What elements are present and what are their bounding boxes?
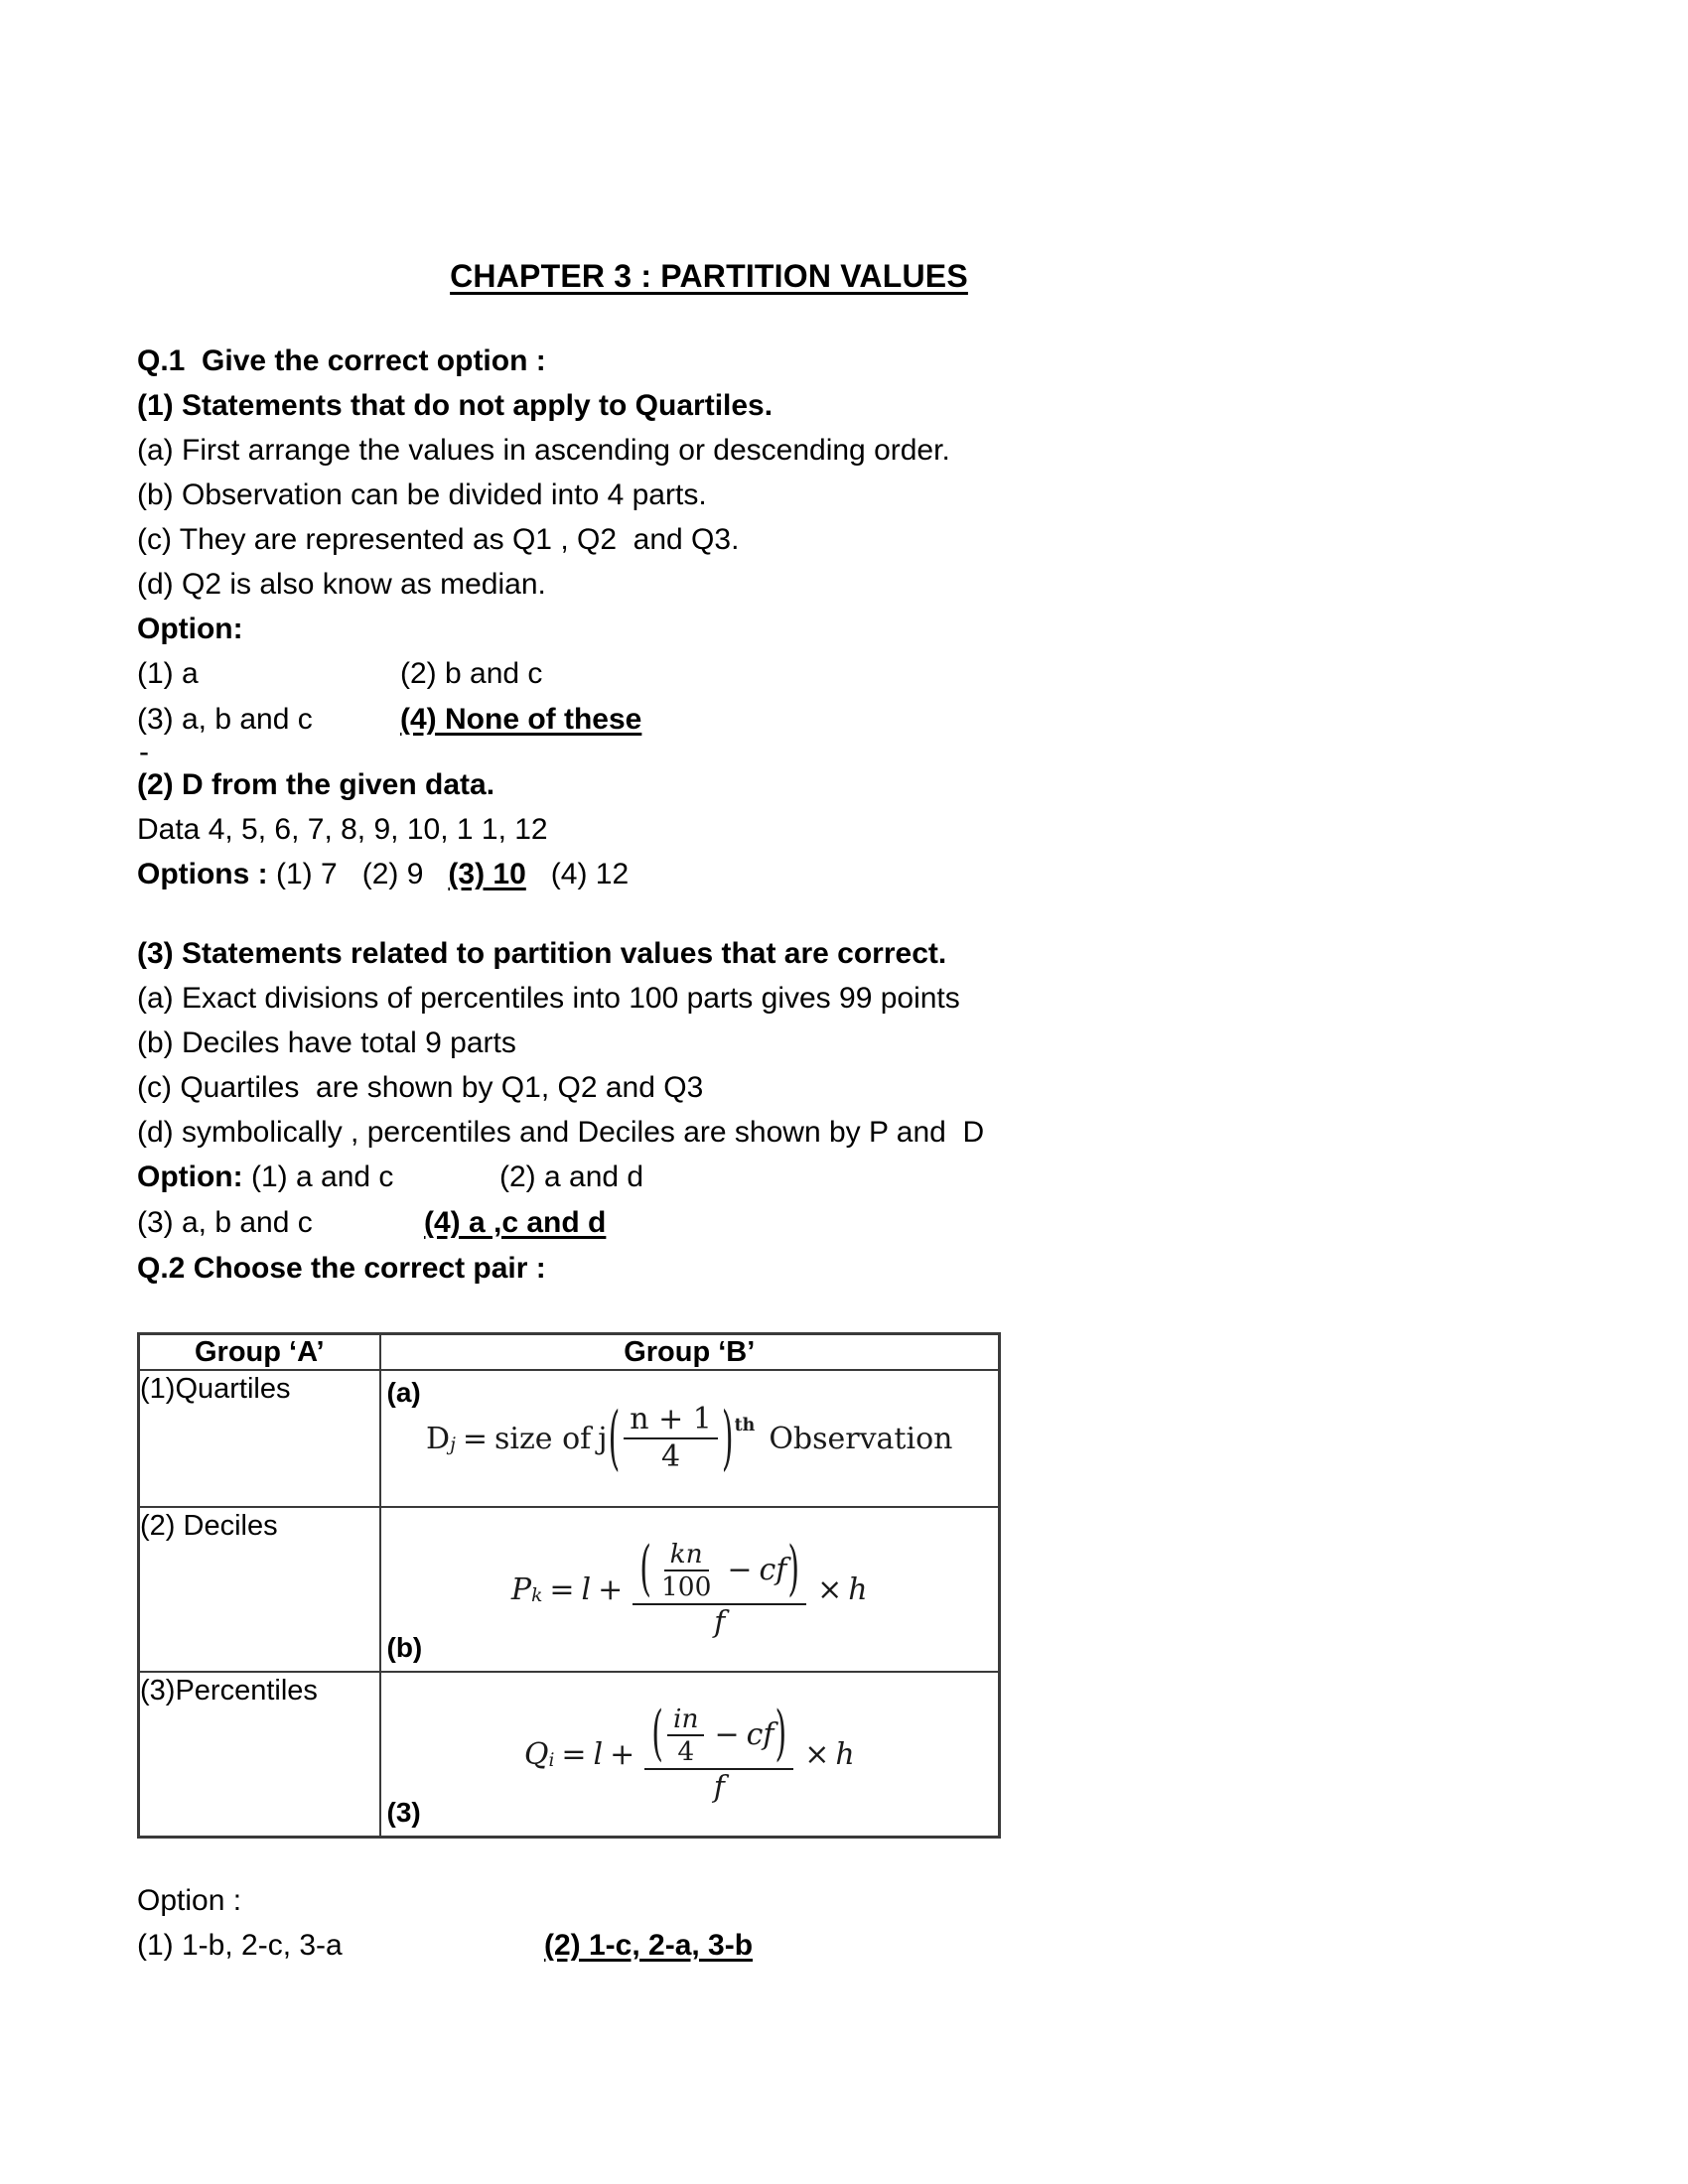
pair-matching-table xyxy=(137,1332,1001,1839)
document-body xyxy=(137,258,1259,1969)
table-row xyxy=(139,1507,1000,1672)
q1-item3-statement-b: (b) Deciles have total 9 parts xyxy=(137,1026,516,1059)
formula-p-inner-denominator: 100 xyxy=(660,1571,712,1603)
formula-d-eq: = xyxy=(462,1421,488,1456)
formula-q-i xyxy=(523,1700,855,1805)
table-cell-group-a-1: (1)Quartiles xyxy=(139,1370,380,1507)
formula-q-times: × xyxy=(804,1736,830,1772)
q1-item3-option-4-answer[interactable]: (4) a ,c and d xyxy=(424,1206,607,1239)
formula-p-lhs: P xyxy=(510,1571,532,1607)
formula-d-paren-open: ( xyxy=(608,1397,621,1480)
section-gap-1 xyxy=(137,897,1259,931)
formula-q-outer-fraction xyxy=(644,1700,793,1805)
q2-option-2-answer[interactable]: (2) 1-c, 2-a, 3-b xyxy=(544,1929,754,1962)
q2-options-block xyxy=(137,1878,1259,1969)
table-cell-b2-label: (b) xyxy=(386,1632,423,1663)
formula-p-outer-fraction xyxy=(633,1535,806,1640)
formula-q-outer-denominator: f xyxy=(713,1769,725,1805)
formula-q-minus: − xyxy=(714,1717,740,1753)
formula-d-denominator: 4 xyxy=(661,1439,681,1474)
formula-q-lhs: Q xyxy=(523,1736,549,1772)
q1-item3-option-3[interactable]: (3) a, b and c xyxy=(137,1206,313,1239)
table-row xyxy=(139,1672,1000,1838)
formula-d-group xyxy=(608,1397,756,1480)
stray-dash-mark: - xyxy=(139,736,149,768)
formula-q-inner-denominator: 4 xyxy=(677,1736,695,1768)
formula-q-h: h xyxy=(835,1736,855,1772)
formula-d-fraction xyxy=(624,1403,718,1473)
formula-p-lhs-sub: k xyxy=(531,1585,543,1606)
q1-item2-data-line: Data 4, 5, 6, 7, 8, 9, 10, 1 1, 12 xyxy=(137,813,548,846)
formula-d-j xyxy=(426,1397,953,1480)
formula-q-plus: + xyxy=(610,1736,635,1772)
q1-item3-statement-d: (d) symbolically , percentiles and Deciles are shown by P and D xyxy=(137,1116,985,1149)
formula-p-paren-open: ( xyxy=(639,1535,651,1605)
formula-d-text2: Observation xyxy=(769,1421,953,1456)
formula-q-lhs-sub: i xyxy=(548,1750,555,1771)
table-cell-b3-label: (3) xyxy=(386,1797,421,1828)
q1-item1-option-2[interactable]: (2) b and c xyxy=(400,657,543,690)
formula-p-inner-numerator: kn xyxy=(664,1540,709,1572)
q1-item2-spacer-3 xyxy=(423,858,448,890)
q1-item1-option-row-1 xyxy=(137,651,1259,697)
q1-item3-prompt: (3) Statements related to partition values that are correct. xyxy=(137,937,947,970)
formula-d-var: j xyxy=(598,1421,608,1456)
formula-q-inner-numerator: in xyxy=(667,1705,704,1737)
formula-d-text1: size of xyxy=(493,1421,592,1456)
q1-item1-option-label: Option: xyxy=(137,613,243,645)
q1-item2-option-4[interactable]: (4) 12 xyxy=(550,858,630,890)
formula-q-paren-open: ( xyxy=(651,1700,663,1770)
q1-item2-option-3-answer[interactable]: (3) 10 xyxy=(448,858,526,890)
formula-p-inner-fraction xyxy=(655,1540,717,1602)
formula-q-inner-group xyxy=(650,1700,787,1770)
formula-quartile xyxy=(381,1673,999,1836)
q1-heading: Q.1 Give the correct option : xyxy=(137,344,546,377)
table-header-group-b: Group ‘B’ xyxy=(380,1334,1000,1371)
q1-item2-option-2[interactable]: (2) 9 xyxy=(361,858,424,890)
q1-item3-option-row-1-left xyxy=(137,1155,400,1200)
table-cell-b1-label: (a) xyxy=(386,1377,421,1408)
formula-p-plus: + xyxy=(598,1571,624,1607)
q1-item1-statement-c: (c) They are represented as Q1 , Q2 and Q3. xyxy=(137,523,740,556)
q1-item1-statement-a: (a) First arrange the values in ascending or descending order. xyxy=(137,434,950,467)
table-cell-group-b-1 xyxy=(380,1370,1000,1507)
table-cell-group-a-2: (2) Deciles xyxy=(139,1507,380,1672)
q1-item2-options-row xyxy=(137,852,1259,897)
q2-heading: Q.2 Choose the correct pair : xyxy=(137,1252,546,1285)
formula-d-paren-close: ) xyxy=(721,1397,734,1480)
formula-percentile xyxy=(381,1508,999,1671)
q1-item3-spacer xyxy=(243,1160,251,1193)
formula-p-cf: cf xyxy=(759,1553,787,1588)
q1-item1-statement-d: (d) Q2 is also know as median. xyxy=(137,568,546,601)
formula-p-outer-denominator: f xyxy=(714,1604,726,1640)
formula-d-lhs-sub: j xyxy=(450,1434,456,1455)
formula-p-minus: − xyxy=(727,1553,753,1588)
q2-option-row xyxy=(137,1923,1259,1969)
formula-q-paren-close: ) xyxy=(774,1700,787,1770)
q2-option-1[interactable]: (1) 1-b, 2-c, 3-a xyxy=(137,1929,343,1962)
q1-item2-option-1[interactable]: (1) 7 xyxy=(276,858,338,890)
formula-p-inner-group xyxy=(638,1535,800,1605)
formula-p-h: h xyxy=(848,1571,868,1607)
formula-deciles-size xyxy=(381,1371,999,1506)
table-cell-group-a-3: (3)Percentiles xyxy=(139,1672,380,1838)
formula-q-outer-numerator xyxy=(644,1700,793,1770)
formula-p-times: × xyxy=(817,1571,843,1607)
q1-item2-prompt: (2) D from the given data. xyxy=(137,768,495,801)
q1-item3-statement-a: (a) Exact divisions of percentiles into 100 parts gives 99 points xyxy=(137,982,960,1015)
formula-p-paren-close: ) xyxy=(787,1535,800,1605)
q1-item2-options-label: Options : xyxy=(137,858,268,890)
q1-item1-prompt: (1) Statements that do not apply to Quartiles. xyxy=(137,389,774,422)
q1-item3-option-row-2 xyxy=(137,1200,1259,1246)
q1-item3-option-2[interactable]: (2) a and d xyxy=(499,1160,644,1193)
table-cell-group-b-2 xyxy=(380,1507,1000,1672)
q1-item1-option-4-answer[interactable]: (4) None of these xyxy=(400,703,642,736)
formula-p-l: l xyxy=(581,1571,592,1607)
formula-d-numerator: n + 1 xyxy=(624,1403,718,1439)
formula-p-eq: = xyxy=(549,1571,575,1607)
q1-item3-option-row-1 xyxy=(137,1155,1259,1200)
q1-item1-option-3[interactable]: (3) a, b and c xyxy=(137,703,313,736)
q1-item1-option-row-2 xyxy=(137,697,1259,743)
q2-option-label: Option : xyxy=(137,1884,242,1917)
page-title xyxy=(137,258,1259,295)
formula-q-inner-fraction xyxy=(667,1705,704,1767)
q1-item3-statement-c: (c) Quartiles are shown by Q1, Q2 and Q3 xyxy=(137,1071,704,1104)
q1-item2-spacer-1 xyxy=(268,858,276,890)
formula-p-k xyxy=(510,1535,868,1640)
table-header-group-a: Group ‘A’ xyxy=(139,1334,380,1371)
formula-q-l: l xyxy=(593,1736,604,1772)
q1-item2-spacer-2 xyxy=(338,858,362,890)
formula-q-eq: = xyxy=(561,1736,587,1772)
table-row xyxy=(139,1370,1000,1507)
page-title-text: CHAPTER 3 : PARTITION VALUES xyxy=(450,258,968,294)
q1-item1-option-1[interactable]: (1) a xyxy=(137,657,199,690)
q1-item3-option-1[interactable]: (1) a and c xyxy=(250,1160,394,1193)
table-cell-group-b-3 xyxy=(380,1672,1000,1838)
formula-d-power: th xyxy=(734,1415,756,1435)
formula-d-lhs: D xyxy=(426,1421,451,1456)
formula-p-outer-numerator xyxy=(633,1535,806,1605)
table-header-row xyxy=(139,1334,1000,1371)
q1-item3-option-label: Option: xyxy=(137,1160,243,1193)
q1-item2-spacer-4 xyxy=(526,858,551,890)
formula-q-cf: cf xyxy=(746,1717,774,1753)
q1-item1-statement-b: (b) Observation can be divided into 4 parts. xyxy=(137,478,707,511)
